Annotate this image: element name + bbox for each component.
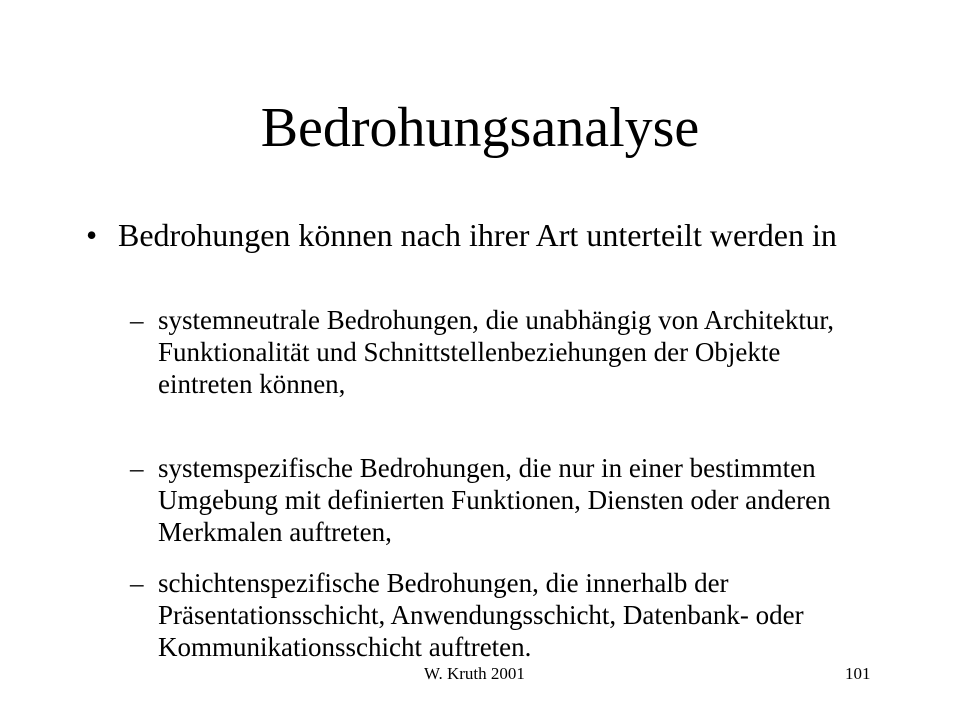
sub-item-marker: – xyxy=(130,453,144,483)
main-bullet xyxy=(86,216,846,254)
sub-item-schichtenspezifisch xyxy=(130,567,860,663)
sub-item-text: schichtenspezifische Bedrohungen, die innerhalb der Präsentationsschicht, Anwendungsschicht, Datenbank- oder Kommunikationsschicht auftreten. xyxy=(158,568,804,662)
footer-author: W. Kruth 2001 xyxy=(424,664,525,683)
bullet-marker: • xyxy=(86,217,98,253)
sub-item-text: systemspezifische Bedrohungen, die nur in einer bestimmten Umgebung mit definierten Funktionen, Diensten oder anderen Merkmalen auftreten, xyxy=(158,453,831,547)
sub-item-marker: – xyxy=(130,568,144,598)
slide-title: Bedrohungsanalyse xyxy=(260,97,700,159)
sub-item-marker: – xyxy=(130,305,144,335)
sub-item-systemspezifisch xyxy=(130,452,860,548)
sub-item-text: systemneutrale Bedrohungen, die unabhängig von Architektur, Funktionalität und Schnittstellenbeziehungen der Objekte eintreten können, xyxy=(158,305,835,399)
sub-item-systemneutral xyxy=(130,304,860,400)
bullet-text: Bedrohungen können nach ihrer Art unterteilt werden in xyxy=(118,217,837,253)
footer-page-number: 101 xyxy=(845,664,871,683)
